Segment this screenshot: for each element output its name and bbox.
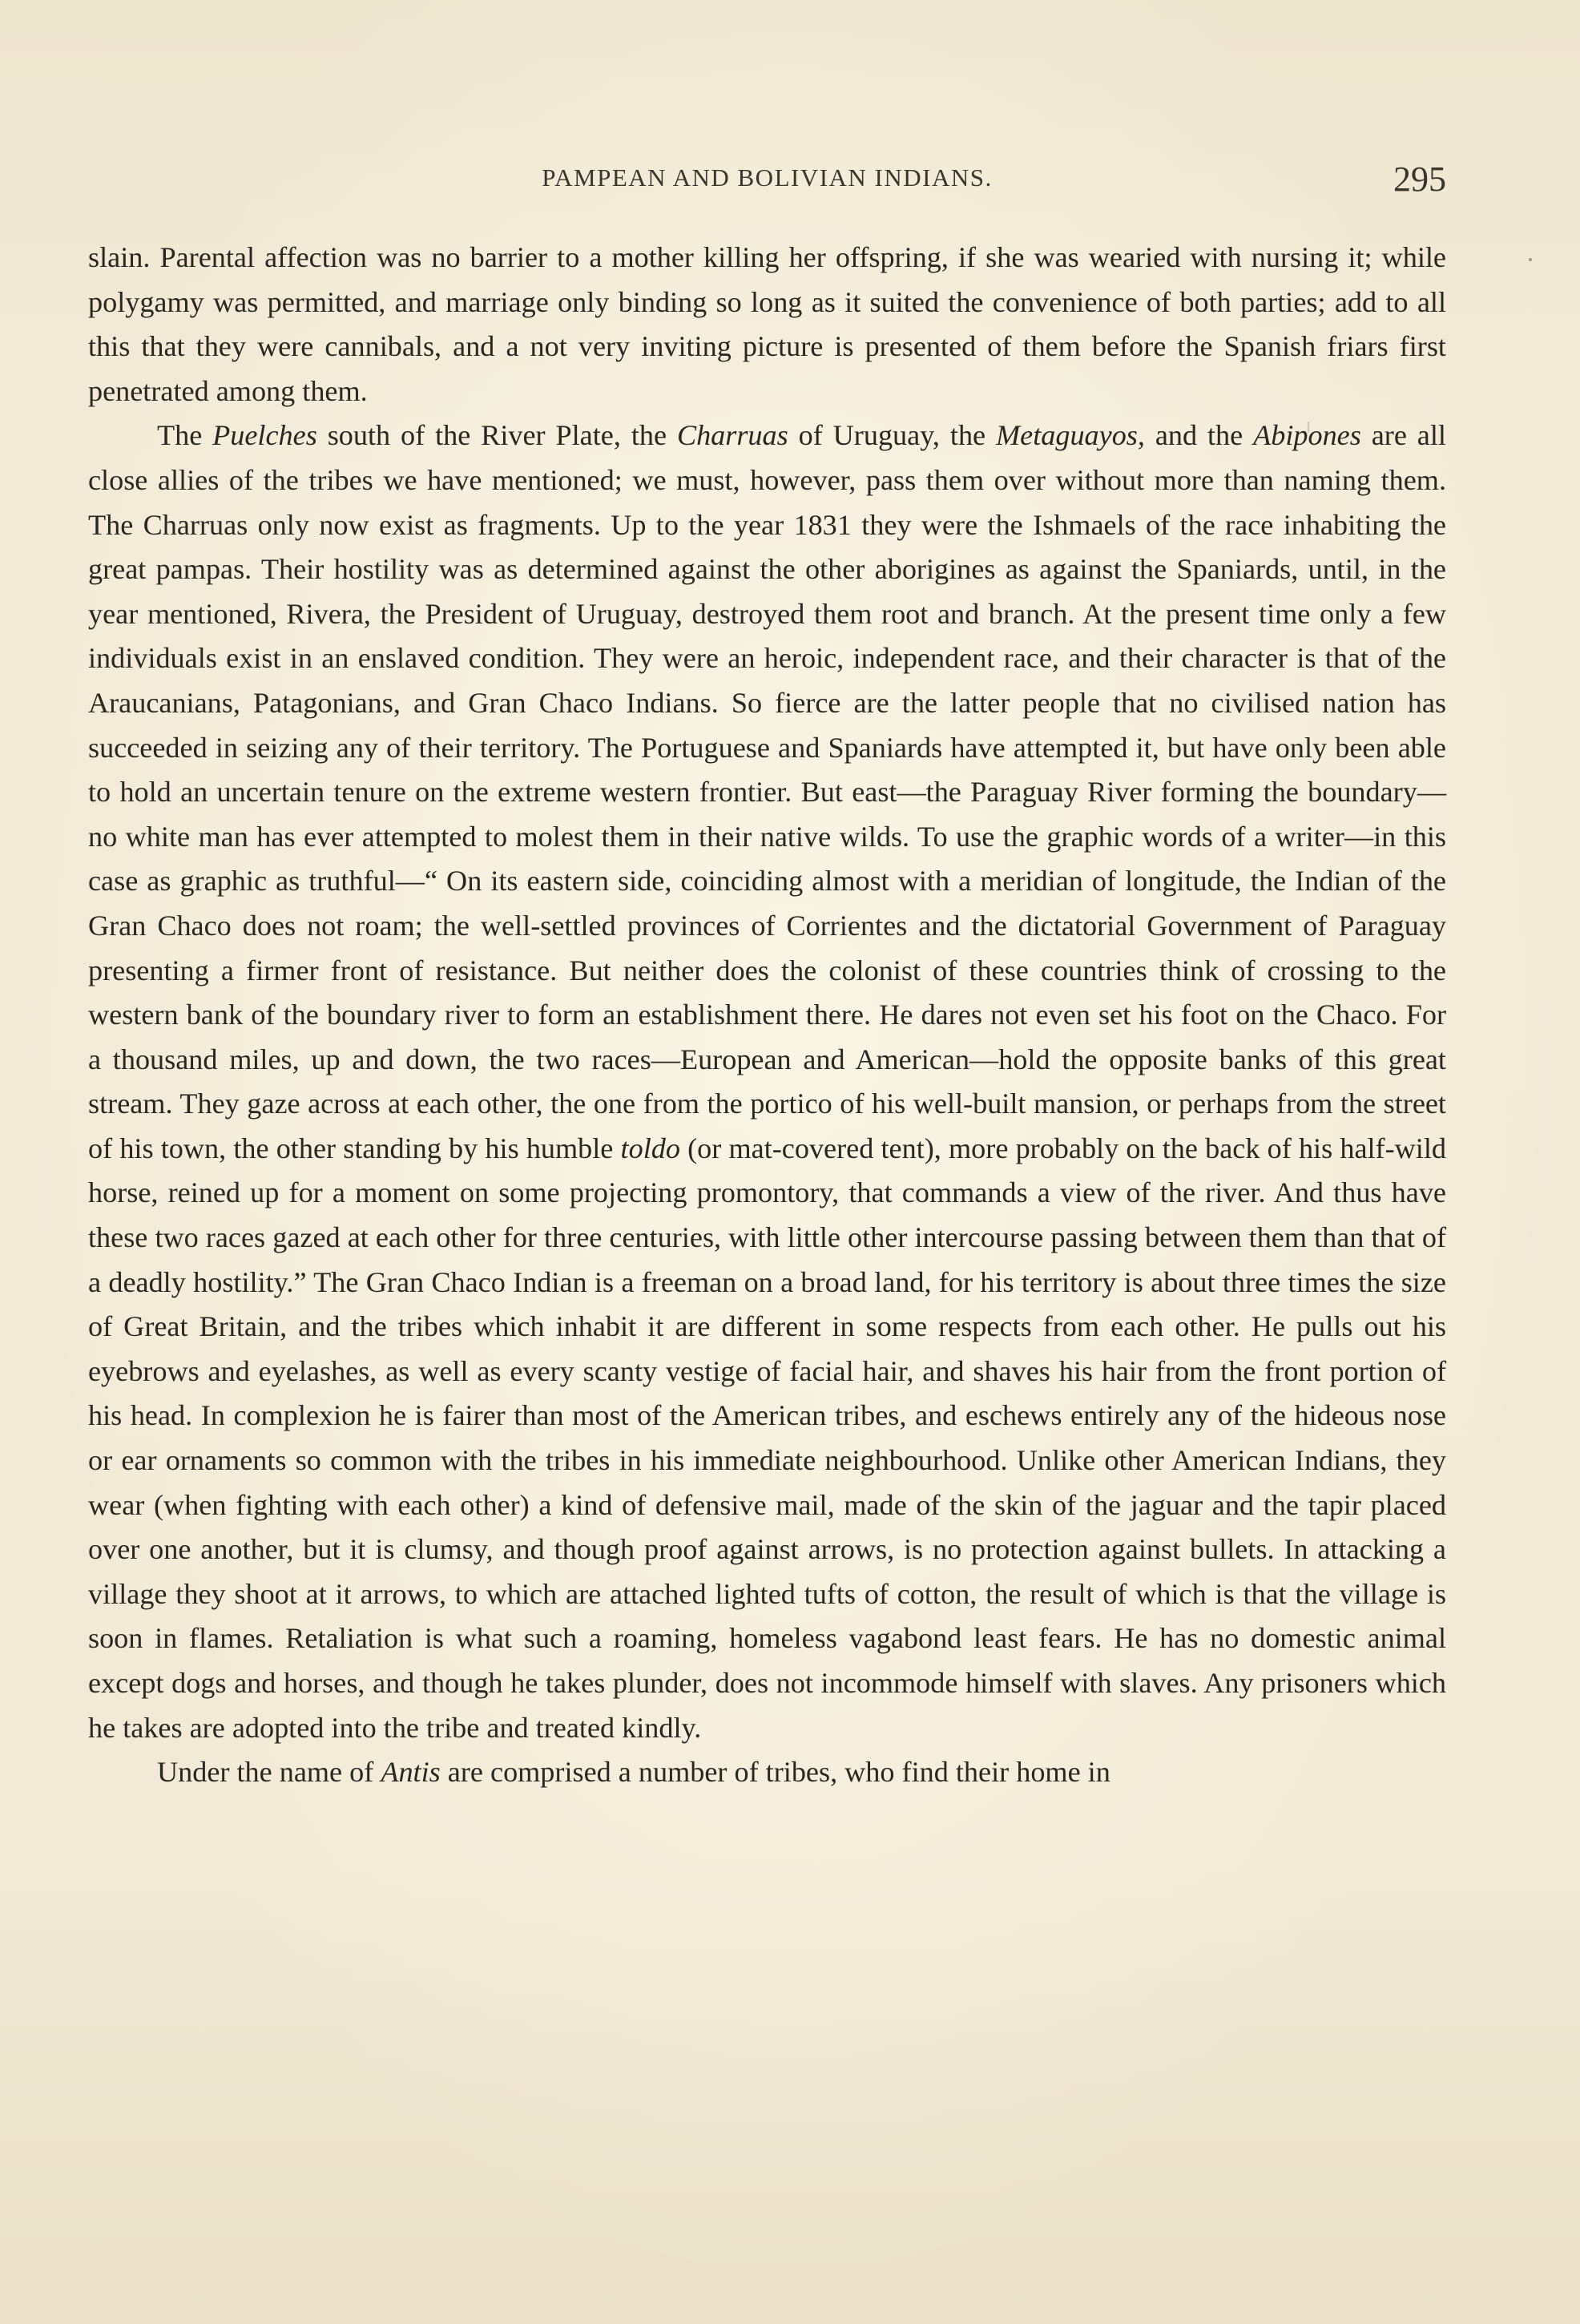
italic-term: Puelches (212, 419, 317, 452)
running-title: PAMPEAN AND BOLIVIAN INDIANS. (542, 163, 993, 192)
italic-term: Metaguayos, (996, 419, 1145, 452)
text-run: Under the name of (157, 1756, 381, 1789)
paragraph (88, 414, 1446, 1750)
italic-term: Charruas (676, 419, 788, 452)
text-run: are comprised a number of tribes, who find their home in (440, 1756, 1110, 1789)
text-run: are all close allies of the tribes we have mentioned; we must, however, pass them over without more than naming them. The Charruas only now exist as fragments. Up to the year 1831 they were the Ishmaels of the race inhabiting the great pampas. Their hostility was as determined against the other aborigines as against the Spaniards, until, in the year mentioned, Rivera, the President of Uruguay, destroyed them root and branch. At the present time only a few individuals exist in an enslaved condition. They were an heroic, independent race, and their character is that of the Araucanians, Patagonians, and Gran Chaco Indians. So fierce are the latter people that no civilised nation has succeeded in seizing any of their territory. The Portuguese and Spaniards have attempted it, but have only been able to hold an uncertain tenure on the extreme western frontier. But east—the Paraguay River forming the boundary—no white man has ever attempted to molest them in their native wilds. To use the graphic words of a writer—in this case as graphic as truthful—“ On its eastern side, coinciding almost with a meridian of longitude, the Indian of the Gran Chaco does not roam; the well-settled provinces of Corrientes and the dictatorial Government of Paraguay presenting a firmer front of resistance. But neither does the colonist of these countries think of crossing to the western bank of the boundary river to form an establishment there. He dares not even set his foot on the Chaco. For a thousand miles, up and down, the two races—European and American—hold the opposite banks of this great stream. They gaze across at each other, the one from the portico of his well-built mansion, or perhaps from the street of his town, the other standing by his humble (88, 419, 1446, 1164)
text-run: (or mat-covered tent), more probably on the back of his half-wild horse, reined up for a moment on some projecting promontory, that commands a view of the river. And thus have these two races gazed at each other for three centuries, with little other intercourse passing between them than that of a deadly hostility.” The Gran Chaco Indian is a freeman on a broad land, for his territory is about three times the size of Great Britain, and the tribes which inhabit it are different in some respects from each other. He pulls out his eyebrows and eyelashes, as well as every scanty vestige of facial hair, and shaves his hair from the front portion of his head. In complexion he is fairer than most of the American tribes, and eschews entirely any of the hideous nose or ear ornaments so common with the tribes in his immediate neighbourhood. Unlike other American Indians, they wear (when fighting with each other) a kind of defensive mail, made of the skin of the jaguar and the tapir placed over one another, but it is clumsy, and though proof against arrows, is no protection against bullets. In attacking a village they shoot at it arrows, to which are attached lighted tufts of cotton, the result of which is that the village is soon in flames. Retaliation is what such a roaming, homeless vagabond least fears. He has no domestic animal except dogs and horses, and though he takes plunder, does not incommode himself with slaves. Any prisoners which he takes are adopted into the tribe and treated kindly. (88, 1132, 1446, 1744)
italic-term: Antis (381, 1756, 441, 1789)
text-run: slain. Parental affection was no barrier to a mother killing her offspring, if she was wearied with nursing it; while polygamy was permitted, and marriage only binding so long as it suited the convenience of both parties; add to all this that they were cannibals, and a not very inviting picture is presented of them before the Spanish friars first penetrated among them. (88, 241, 1446, 407)
paper-fleck (1308, 422, 1309, 433)
running-head (88, 159, 1446, 207)
page-number: 295 (1393, 159, 1446, 199)
text-run: The (157, 419, 213, 452)
text-run: of Uruguay, the (788, 419, 997, 452)
paragraph (88, 236, 1446, 414)
italic-term: Abipones (1253, 419, 1361, 452)
paper-fleck (1529, 258, 1532, 261)
text-run: and the (1144, 419, 1254, 452)
text-run: south of the River Plate, the (316, 419, 677, 452)
body-text (88, 236, 1446, 1795)
italic-term: toldo (620, 1132, 680, 1164)
paragraph (88, 1750, 1446, 1795)
